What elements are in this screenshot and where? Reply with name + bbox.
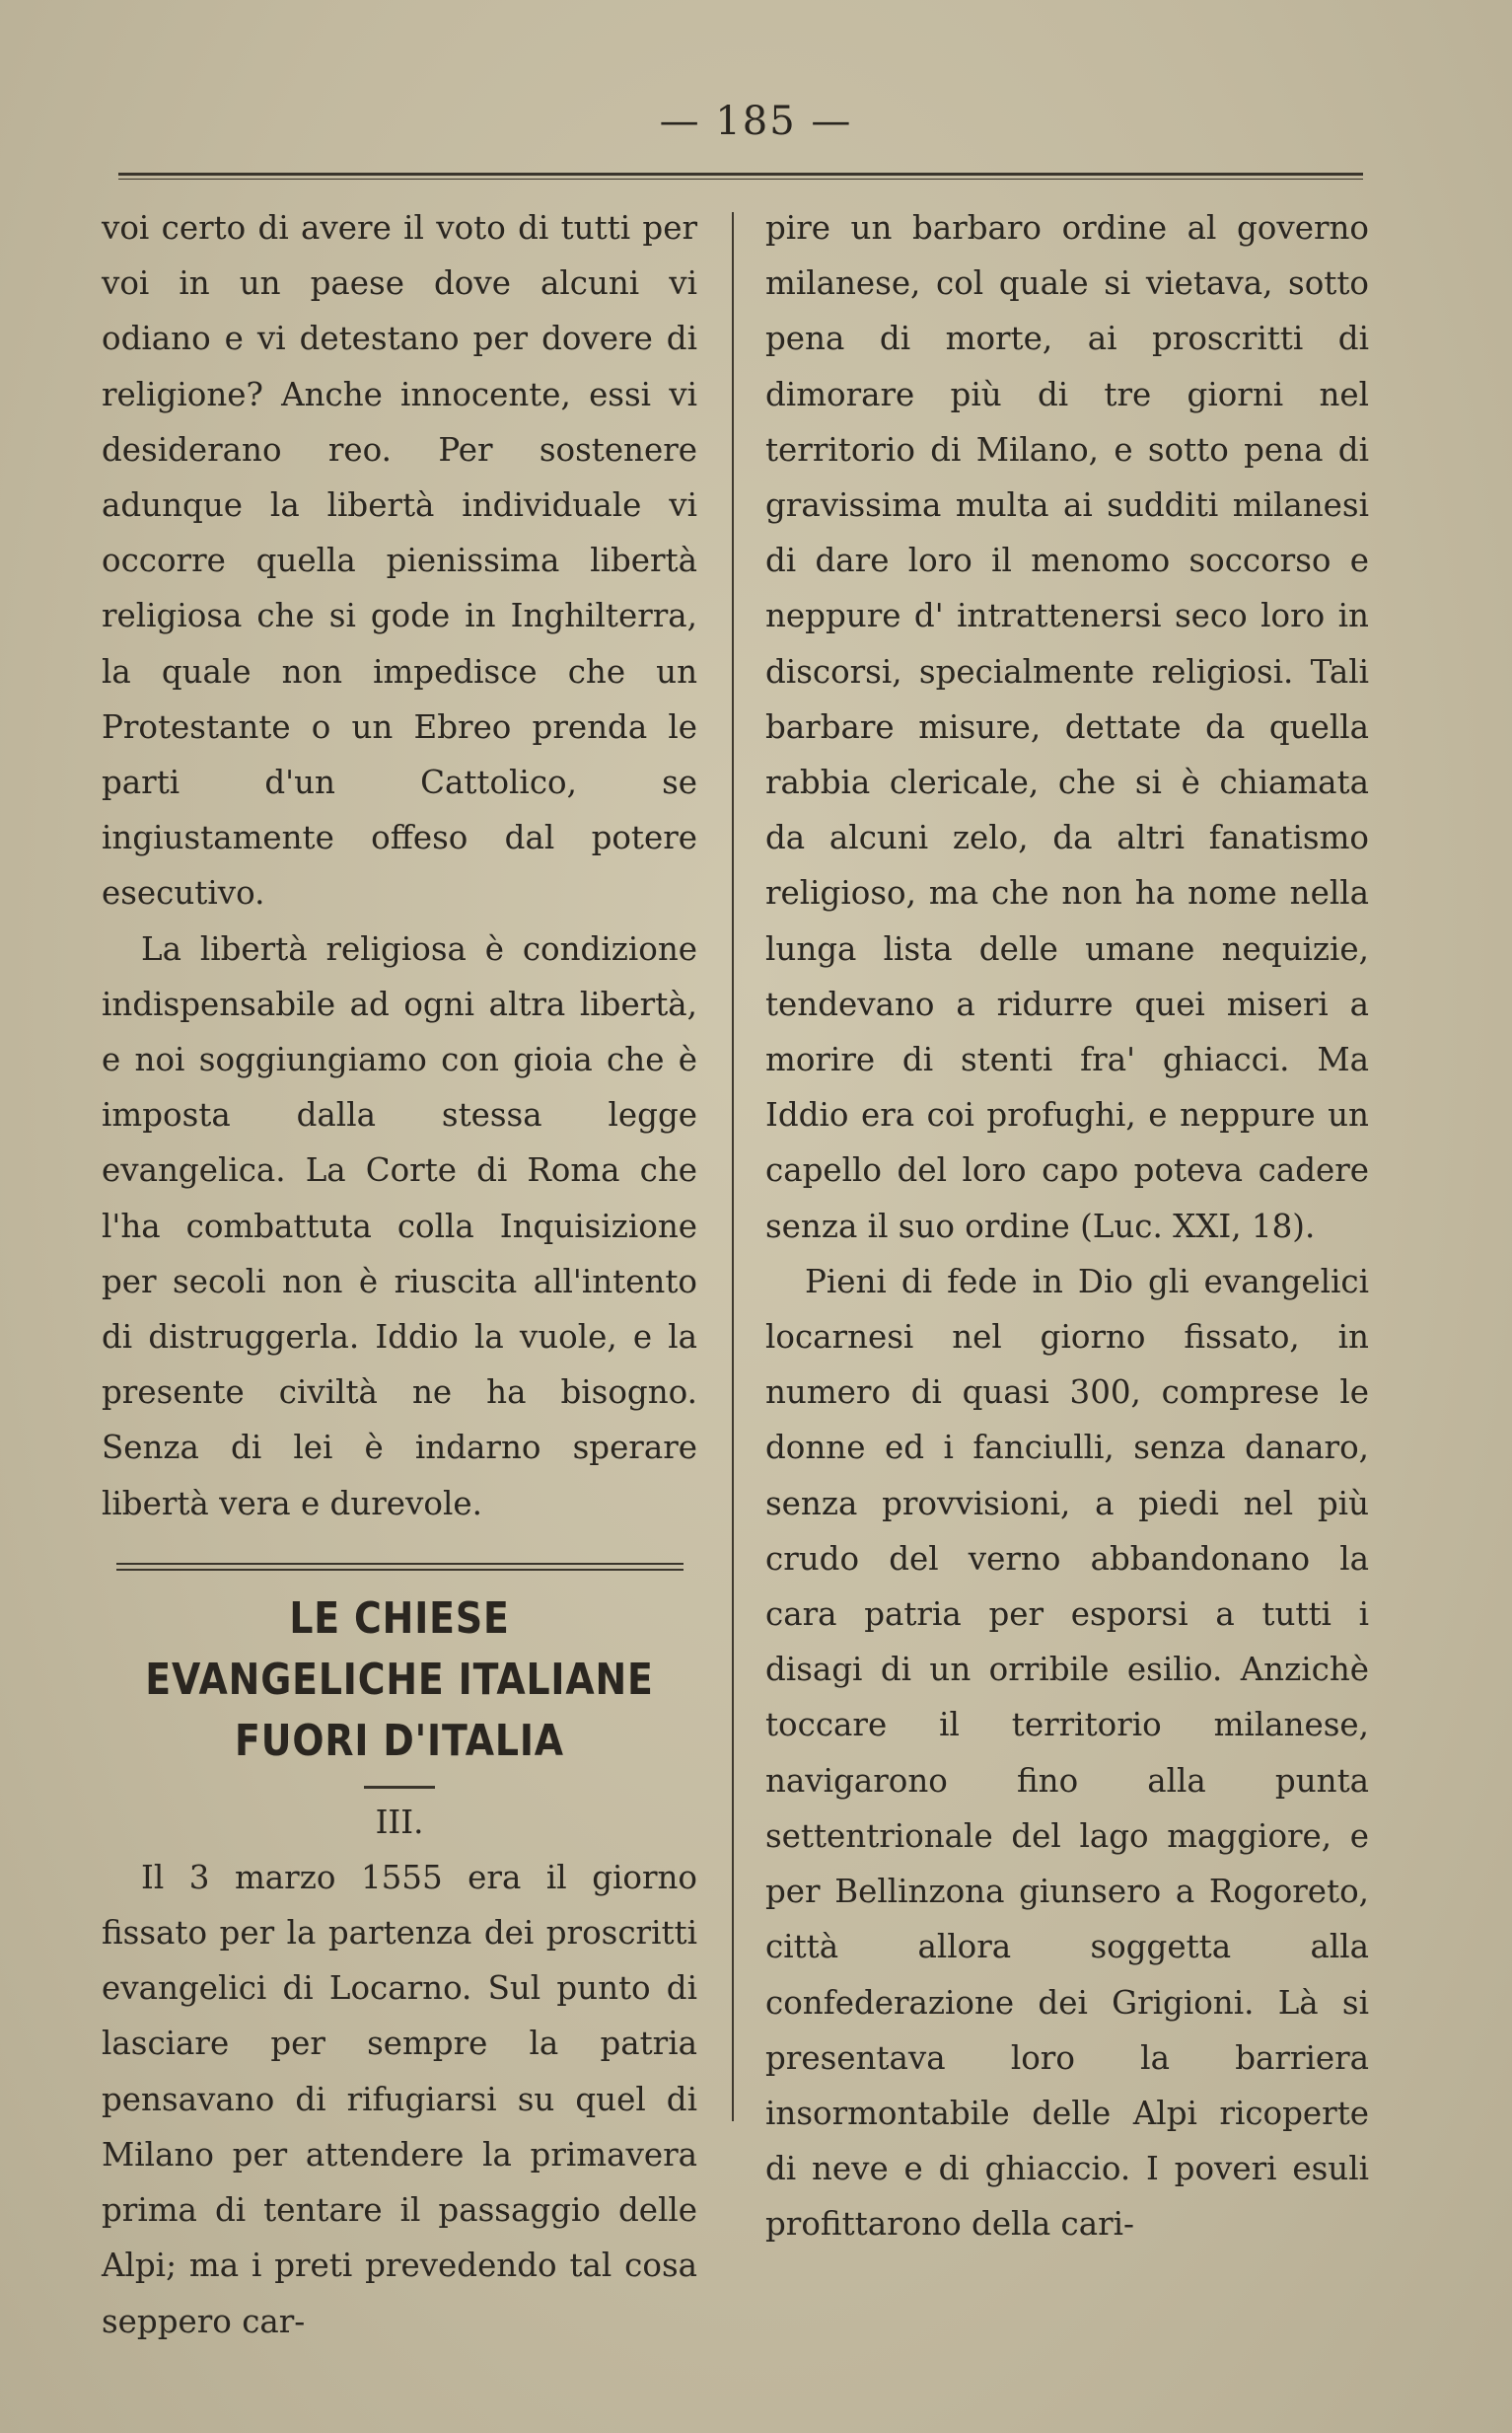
right-paragraph-1: pire un barbaro ordine al governo milanese, col quale si vietava, sotto pena di morte, ai proscritti di dimorare più di tre giorni nel territorio di Milano, e sotto pena di gravissima multa ai sudditi milanesi di dare loro il menomo soccorso e neppure d' intrattenersi seco loro in discorsi, specialmente religiosi. Tali barbare misure, dettate da quella rabbia clericale, che si è chiamata da alcuni zelo, da altri fanatismo religioso, ma che non ha nome nella lunga lista delle umane nequizie, tendevano a ridurre quei miseri a morire di stenti fra' ghiacci. Ma Iddio era coi profughi, e neppure un capello del loro capo poteva cadere senza il suo ordine (Luc. XXI, 18).	[765, 209, 1369, 1245]
left-column	[102, 200, 697, 2349]
right-column	[765, 200, 1369, 2252]
section-title-line-3: FUORI D'ITALIA	[235, 1715, 564, 1766]
section-short-rule	[364, 1786, 435, 1789]
section-title-line-2: EVANGELICHE ITALIANE	[145, 1654, 654, 1705]
section-title-line-1: LE CHIESE	[289, 1592, 510, 1644]
section-number: III.	[375, 1803, 424, 1841]
column-divider	[732, 212, 734, 2121]
page-number: — 185 —	[659, 99, 853, 144]
right-paragraph-2: Pieni di fede in Dio gli evangelici locarnesi nel giorno fissato, in numero di quasi 300, comprese le donne ed i fanciulli, senza danaro, senza provvisioni, a piedi nel più crudo del verno abbandonano la cara patria per esporsi a tutti i disagi di un orribile esilio. Anzichè toccare il territorio milanese, navigarono fino alla punta settentrionale del lago maggiore, e per Bellinzona giunsero a Rogoreto, città allora soggetta alla confederazione dei Grigioni. Là si presentava loro la barriera insormontabile delle Alpi ricoperte di neve e di ghiaccio. I poveri esuli profittarono della cari-	[765, 1262, 1369, 2244]
section-rule	[116, 1563, 684, 1571]
left-paragraph-3: Il 3 marzo 1555 era il giorno fissato per la partenza dei proscritti evangelici di Locarno. Sul punto di lasciare per sempre la patria pensavano di rifugiarsi su quel di Milano per attendere la primavera prima di tentare il passaggio delle Alpi; ma i preti prevedendo tal cosa seppero car-	[102, 1858, 697, 2340]
section-title	[143, 1588, 655, 1772]
left-paragraph-2: La libertà religiosa è condizione indispensabile ad ogni altra libertà, e noi soggiungiamo con gioia che è imposta dalla stessa legge evangelica. La Corte di Roma che l'ha combattuta colla Inquisizione per secoli non è riuscita all'intento di distruggerla. Iddio la vuole, e la presente civiltà ne ha bisogno. Senza di lei è indarno sperare libertà vera e durevole.	[102, 929, 697, 1522]
left-paragraph-1: voi certo di avere il voto di tutti per voi in un paese dove alcuni vi odiano e vi detestano per dovere di religione? Anche innocente, essi vi desiderano reo. Per sostenere adunque la libertà individuale vi occorre quella pienissima libertà religiosa che si gode in Inghilterra, la quale non impedisce che un Protestante o un Ebreo prenda le parti d'un Cattolico, se ingiustamente offeso dal potere esecutivo.	[102, 209, 697, 913]
header-rule	[118, 173, 1363, 180]
